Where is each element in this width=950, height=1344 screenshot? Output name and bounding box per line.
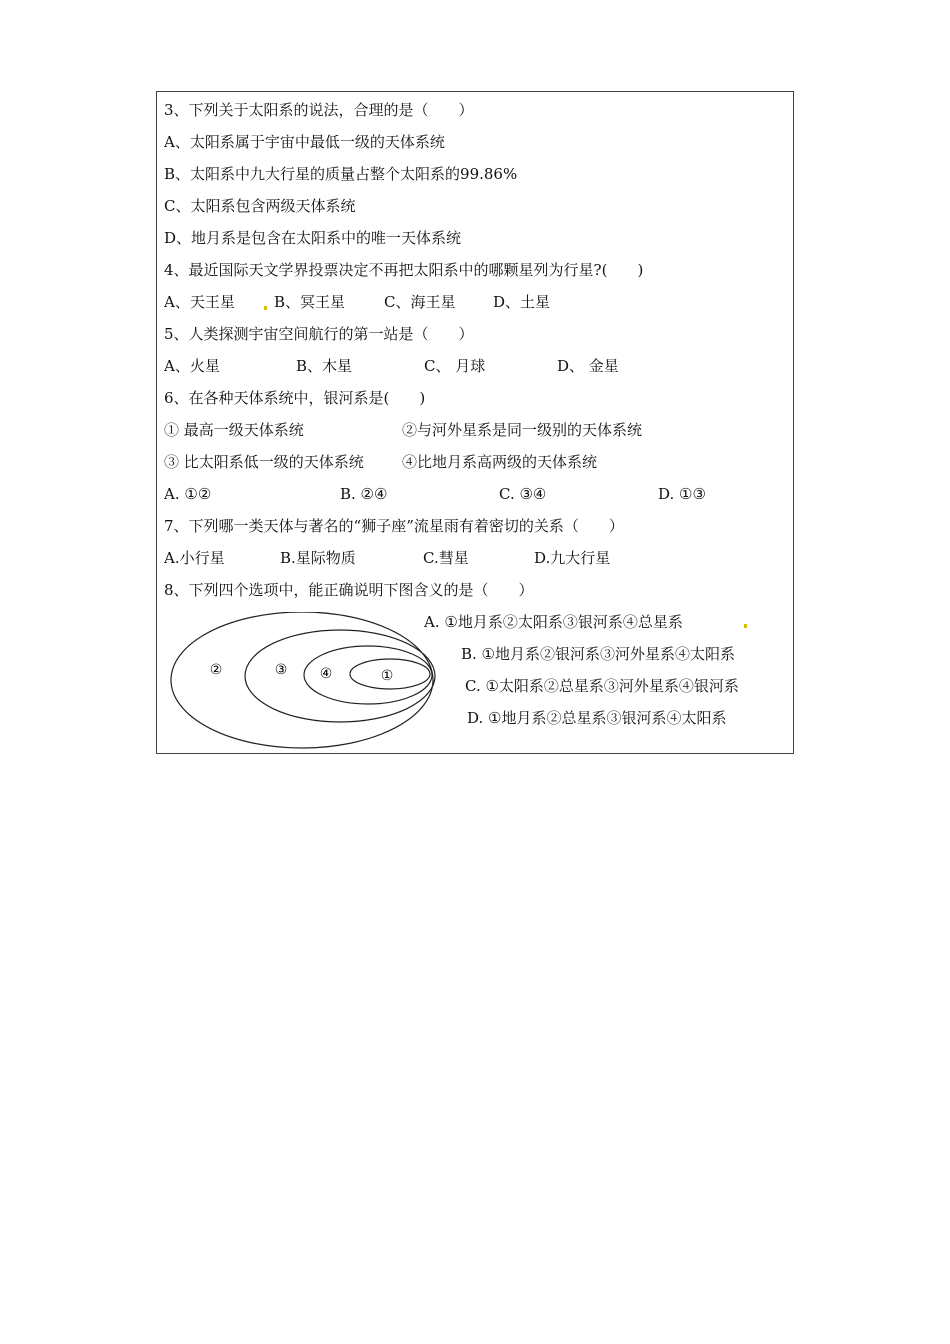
q4-options [164, 293, 784, 313]
q5-options [164, 357, 784, 377]
q8-option-a: A. ①地月系②太阳系③银河系④总星系 [424, 613, 683, 631]
q3-option-a: A、太阳系属于宇宙中最低一级的天体系统 [164, 133, 445, 151]
q6-statement-2: ②与河外星系是同一级别的天体系统 [402, 421, 643, 439]
diagram-label-second: ③ [274, 662, 288, 678]
q3-option-c: C、太阳系包含两级天体系统 [164, 197, 356, 215]
q7-options [164, 549, 784, 569]
q5-option-c: C、 月球 [424, 357, 486, 375]
q6-option-a: A. ①② [164, 485, 212, 503]
q5-option-a: A、火星 [164, 357, 220, 375]
q7-option-a: A.小行星 [164, 549, 225, 567]
ellipse-outer [171, 612, 433, 748]
q6-statement-1: ① 最高一级天体系统 [164, 421, 304, 439]
q7-stem: 7、下列哪一类天体与著名的“狮子座”流星雨有着密切的关系（ ） [164, 517, 624, 535]
q4-option-c: C、海王星 [384, 293, 456, 311]
q5-option-b: B、木星 [296, 357, 353, 375]
q6-stem: 6、在各种天体系统中，银河系是( ) [164, 389, 426, 407]
q3-stem: 3、下列关于太阳系的说法，合理的是（ ） [164, 101, 474, 119]
diagram-label-inner: ① [380, 668, 394, 684]
q6-option-d: D. ①③ [658, 485, 706, 503]
q6-option-c: C. ③④ [499, 485, 547, 503]
q6-option-b: B. ②④ [340, 485, 388, 503]
q6-statement-4: ④比地月系高两级的天体系统 [402, 453, 598, 471]
diagram-label-outer: ② [209, 662, 223, 678]
q8-option-c: C. ①太阳系②总星系③河外星系④银河系 [465, 677, 739, 695]
q7-option-d: D.九大行星 [534, 549, 611, 567]
q8-stem: 8、下列四个选项中，能正确说明下图含义的是（ ） [164, 581, 534, 599]
q4-option-d: D、土星 [493, 293, 551, 311]
q6-statements-row2 [164, 453, 784, 473]
nested-systems-diagram [168, 612, 440, 752]
q4-option-b: B、冥王星 [274, 293, 346, 311]
q6-statement-3: ③ 比太阳系低一级的天体系统 [164, 453, 364, 471]
q7-option-c: C.彗星 [423, 549, 469, 567]
q8-option-b: B. ①地月系②银河系③河外星系④太阳系 [461, 645, 736, 663]
q6-statements-row1 [164, 421, 784, 441]
q3-option-d: D、地月系是包含在太阳系中的唯一天体系统 [164, 229, 462, 247]
q5-option-d: D、 金星 [557, 357, 619, 375]
q7-option-b: B.星际物质 [280, 549, 356, 567]
q6-options [164, 485, 784, 505]
q3-option-b: B、太阳系中九大行星的质量占整个太阳系的99.86% [164, 165, 518, 183]
q4-option-a: A、天王星 [164, 293, 235, 311]
q4-stem: 4、最近国际天文学界投票决定不再把太阳系中的哪颗星列为行星?( ) [164, 261, 644, 279]
ellipse-second [245, 630, 435, 722]
q5-stem: 5、人类探测宇宙空间航行的第一站是（ ） [164, 325, 474, 343]
q8-option-d: D. ①地月系②总星系③银河系④太阳系 [467, 709, 727, 727]
stray-mark [744, 624, 747, 628]
stray-mark [264, 306, 267, 310]
diagram-label-third: ④ [319, 666, 333, 682]
